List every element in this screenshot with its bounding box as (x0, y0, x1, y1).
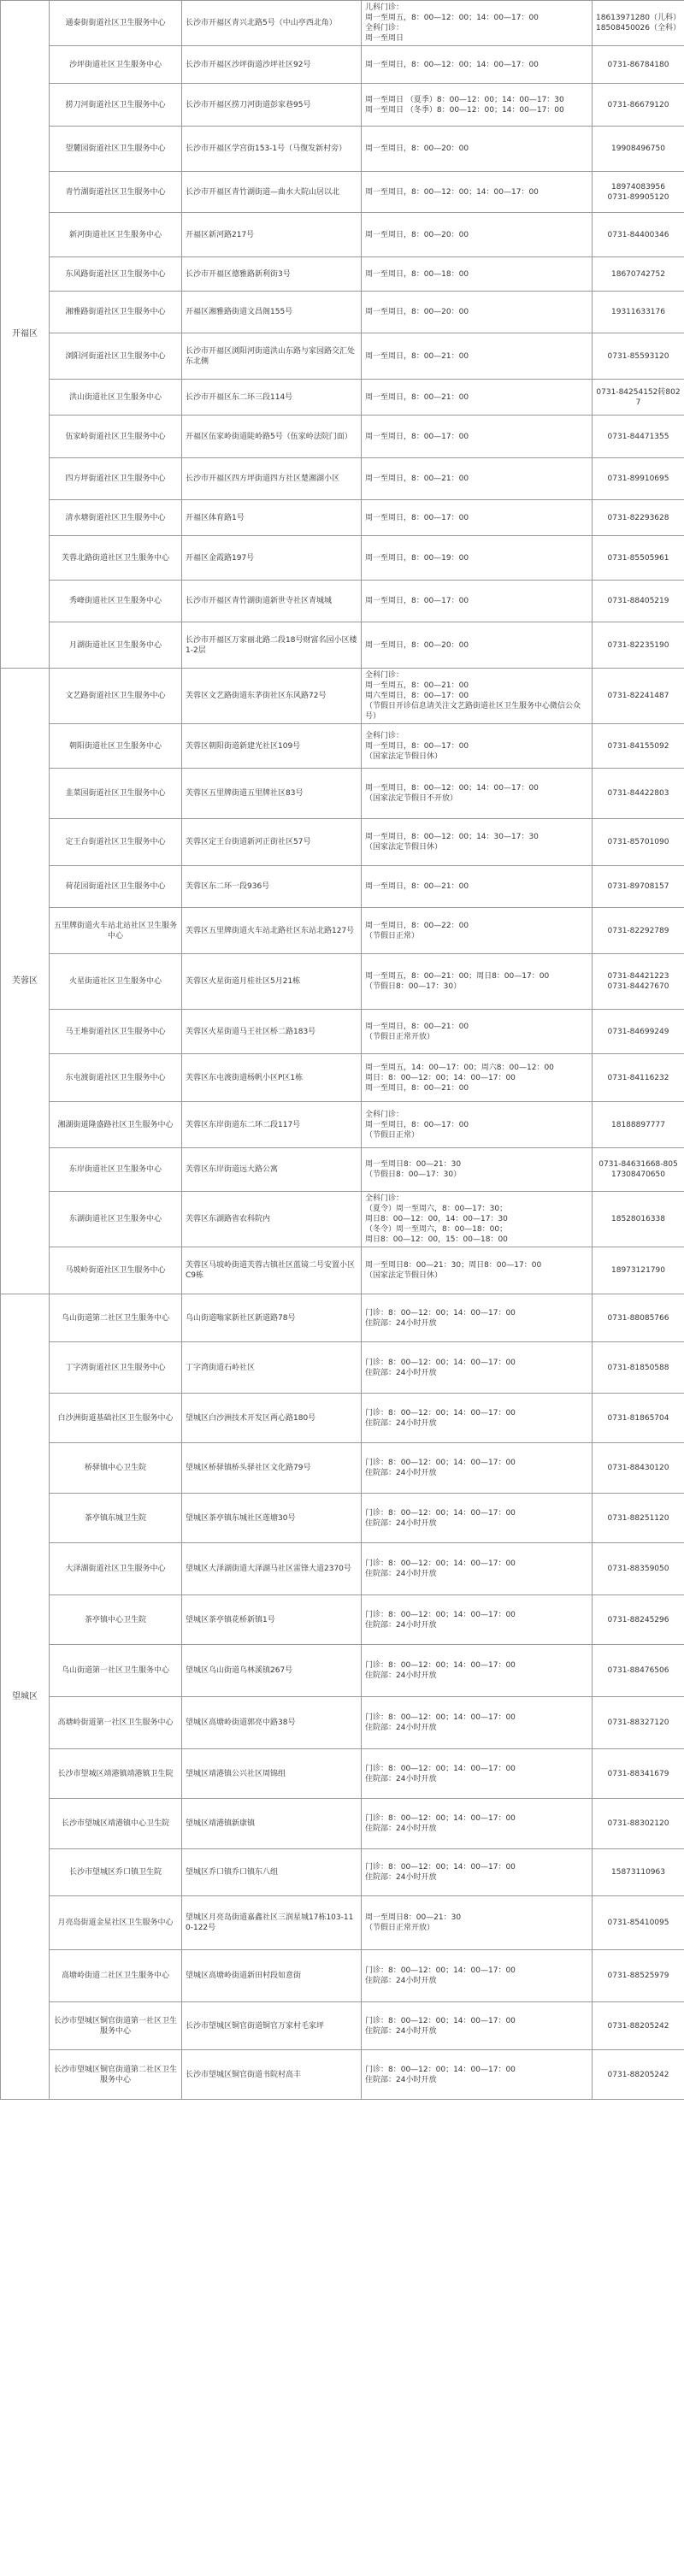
name-cell: 东屯渡街道社区卫生服务中心 (50, 1054, 182, 1102)
hours-cell: 周一至周五，8：00—21：00；周日8：00—17：00 （节假日8：00—17：30） (362, 954, 593, 1010)
hours-cell: 门诊：8：00—12：00；14：00—17：00 住院部：24小时开放 (362, 1749, 593, 1799)
address-cell: 芙蓉区定王台街道新河正街社区57号 (182, 819, 362, 866)
name-cell: 五里牌街道火车站北站社区卫生服务中心 (50, 908, 182, 954)
table-row (1, 1247, 684, 1294)
address-cell: 芙蓉区马坡岭街道芙蓉古镇社区蓝镜二号安置小区C9栋 (182, 1247, 362, 1294)
hours-cell: 门诊：8：00—12：00；14：00—17：00 住院部：24小时开放 (362, 1697, 593, 1749)
phone-cell: 0731-82292789 (593, 908, 684, 954)
name-cell: 朝阳街道社区卫生服务中心 (50, 724, 182, 769)
hours-cell: 周一至周日，8：00—20：00 (362, 292, 593, 333)
table-row (1, 333, 684, 380)
hours-cell: 周一至周日，8：00—21：00 (362, 458, 593, 500)
hours-cell: 周一至周日，8：00—17：00 (362, 581, 593, 622)
hours-cell: 门诊：8：00—12：00；14：00—17：00 住院部：24小时开放 (362, 1849, 593, 1896)
address-cell: 望城区靖港镇公兴社区周锦组 (182, 1749, 362, 1799)
name-cell: 荷花园街道社区卫生服务中心 (50, 866, 182, 908)
address-cell: 长沙市望城区铜官街道书院村高丰 (182, 2050, 362, 2100)
hours-cell: 全科门诊： 周一至周日，8：00—17：00 （国家法定节假日休） (362, 724, 593, 769)
hours-cell: 周一至周日，8：00—12：00；14：30—17：30 （国家法定节假日休） (362, 819, 593, 866)
address-cell: 芙蓉区东湖路省农科院内 (182, 1192, 362, 1247)
table-row (1, 127, 684, 172)
address-cell: 长沙市开福区德雅路新利街3号 (182, 257, 362, 292)
table-row (1, 1896, 684, 1950)
hours-cell: 儿科门诊： 周一至周五，8：00—12：00；14：00—17：00 全科门诊： 周一至周日 (362, 1, 593, 46)
phone-cell: 0731-88341679 (593, 1749, 684, 1799)
address-cell: 望城区乌山街道乌林溪镇267号 (182, 1645, 362, 1697)
hours-cell: 全科门诊： 周一至周五，8：00—21：00 周六至周日，8：00—17：00 （节假日开诊信息请关注文艺路街道社区卫生服务中心微信公众号） (362, 669, 593, 724)
table-row (1, 1849, 684, 1896)
table-row (1, 1054, 684, 1102)
table-row (1, 866, 684, 908)
address-cell: 望城区高塘岭街道郭亮中路38号 (182, 1697, 362, 1749)
hours-cell: 周一至周日，8：00—12：00；14：00—17：00 (362, 172, 593, 213)
name-cell: 定王台街道社区卫生服务中心 (50, 819, 182, 866)
name-cell: 东湖街道社区卫生服务中心 (50, 1192, 182, 1247)
address-cell: 长沙市开福区青兴北路5号（中山亭西北角） (182, 1, 362, 46)
name-cell: 新河街道社区卫生服务中心 (50, 213, 182, 257)
address-cell: 芙蓉区文艺路街道东茅街社区东风路72号 (182, 669, 362, 724)
hours-cell: 周一至周日，8：00—17：00 (362, 500, 593, 536)
hours-cell: 周一至周日，8：00—21：00 （节假日正常开放） (362, 1010, 593, 1054)
address-cell: 长沙市开福区捞刀河街道彭家巷95号 (182, 84, 362, 127)
hours-cell: 全科门诊： 周一至周日，8：00—17：00 （节假日正常） (362, 1102, 593, 1148)
address-cell: 丁字湾街道石岭社区 (182, 1342, 362, 1394)
name-cell: 月湖街道社区卫生服务中心 (50, 622, 182, 669)
address-cell: 芙蓉区火星街道月桂社区5月21栋 (182, 954, 362, 1010)
name-cell: 丁字湾街道社区卫生服务中心 (50, 1342, 182, 1394)
table-row (1, 819, 684, 866)
name-cell: 东岸街道社区卫生服务中心 (50, 1148, 182, 1192)
address-cell: 长沙市开福区浏阳河街道洪山东路与家园路交汇处东北侧 (182, 333, 362, 380)
table-row (1, 1294, 684, 1342)
name-cell: 沙坪街道社区卫生服务中心 (50, 46, 182, 84)
phone-cell: 0731-84254152转8027 (593, 380, 684, 416)
hours-cell: 周一至周日，8：00—12：00；14：00—17：00 (362, 46, 593, 84)
phone-cell: 0731-86784180 (593, 46, 684, 84)
phone-cell: 19908496750 (593, 127, 684, 172)
table-row (1, 1, 684, 46)
hours-cell: 门诊：8：00—12：00；14：00—17：00 住院部：24小时开放 (362, 1494, 593, 1543)
hours-cell: 周一至周日，8：00—20：00 (362, 127, 593, 172)
table-row (1, 1595, 684, 1645)
table-row (1, 954, 684, 1010)
hours-cell: 门诊：8：00—12：00；14：00—17：00 住院部：24小时开放 (362, 1294, 593, 1342)
address-cell: 长沙市望城区铜官街道铜官万家村毛家坪 (182, 2002, 362, 2050)
phone-cell: 0731-85593120 (593, 333, 684, 380)
phone-cell: 0731-88251120 (593, 1494, 684, 1543)
table-row (1, 1010, 684, 1054)
phone-cell: 0731-88476506 (593, 1645, 684, 1697)
hours-cell: 周一至周日，8：00—18：00 (362, 257, 593, 292)
table-row (1, 724, 684, 769)
address-cell: 开福区湘雅路街道文昌阁155号 (182, 292, 362, 333)
hours-cell: 周一至周日 （夏季）8：00—12：00；14：00—17：30 周一至周日 （冬季）8：00—12：00；14：00—17：00 (362, 84, 593, 127)
name-cell: 文艺路街道社区卫生服务中心 (50, 669, 182, 724)
address-cell: 芙蓉区东屯渡街道杨帆小区P区1栋 (182, 1054, 362, 1102)
hours-cell: 门诊：8：00—12：00；14：00—17：00 住院部：24小时开放 (362, 1595, 593, 1645)
hours-cell: 周一至周日8：00—21：30；周日8：00—17：00 （国家法定节假日休） (362, 1247, 593, 1294)
table-row (1, 1799, 684, 1849)
name-cell: 秀峰街道社区卫生服务中心 (50, 581, 182, 622)
name-cell: 马王堆街道社区卫生服务中心 (50, 1010, 182, 1054)
name-cell: 伍家岭街道社区卫生服务中心 (50, 416, 182, 458)
address-cell: 长沙市开福区沙坪街道沙坪社区92号 (182, 46, 362, 84)
hours-cell: 全科门诊： （夏令）周一至周六，8：00—17：30； 周日8：00—12：00，14：00—17：30 （冬令）周一至周六，8：00—18：00； 周日8：00—12：00，15：00—18：00 (362, 1192, 593, 1247)
phone-cell: 0731-84421223 0731-84427670 (593, 954, 684, 1010)
name-cell: 高塘岭街道第一社区卫生服务中心 (50, 1697, 182, 1749)
address-cell: 望城区高塘岭街道新田村段如意街 (182, 1950, 362, 2002)
address-cell: 望城区茶亭镇花桥新镇1号 (182, 1595, 362, 1645)
address-cell: 长沙市开福区青竹湖街道新世寺社区青城城 (182, 581, 362, 622)
table-row (1, 669, 684, 724)
name-cell: 火星街道社区卫生服务中心 (50, 954, 182, 1010)
address-cell: 芙蓉区五里牌街道火车站北路社区东站北路127号 (182, 908, 362, 954)
address-cell: 长沙市开福区学宫街153-1号（马復发新村旁） (182, 127, 362, 172)
table-row (1, 292, 684, 333)
name-cell: 湘雅路街道社区卫生服务中心 (50, 292, 182, 333)
name-cell: 湘湖街道隆盛路社区卫生服务中心 (50, 1102, 182, 1148)
hours-cell: 周一至周日，8：00—21：00 (362, 333, 593, 380)
address-cell: 芙蓉区火星街道马王社区桥二路183号 (182, 1010, 362, 1054)
address-cell: 长沙市开福区青竹湖街道—曲水大院山居以北 (182, 172, 362, 213)
name-cell: 韭菜园街道社区卫生服务中心 (50, 769, 182, 819)
phone-cell: 0731-84631668-805 17308470650 (593, 1148, 684, 1192)
name-cell: 东风路街道社区卫生服务中心 (50, 257, 182, 292)
hours-cell: 周一至周日，8：00—19：00 (362, 536, 593, 581)
table-row (1, 769, 684, 819)
table-row (1, 213, 684, 257)
phone-cell: 0731-89708157 (593, 866, 684, 908)
name-cell: 芙蓉北路街道社区卫生服务中心 (50, 536, 182, 581)
table-row (1, 1342, 684, 1394)
address-cell: 芙蓉区东岸街道东二环二段117号 (182, 1102, 362, 1148)
address-cell: 长沙市开福区东二环三段114号 (182, 380, 362, 416)
name-cell: 长沙市望城区靖港镇中心卫生院 (50, 1799, 182, 1849)
phone-cell: 0731-84400346 (593, 213, 684, 257)
phone-cell: 0731-81865704 (593, 1394, 684, 1443)
hours-cell: 门诊：8：00—12：00；14：00—17：00 住院部：24小时开放 (362, 1950, 593, 2002)
name-cell: 清水塘街道社区卫生服务中心 (50, 500, 182, 536)
table-row (1, 458, 684, 500)
phone-cell: 0731-88405219 (593, 581, 684, 622)
name-cell: 浏阳河街道社区卫生服务中心 (50, 333, 182, 380)
address-cell: 望城区月亮岛街道嘉鑫社区三润星城17栋103-110-122号 (182, 1896, 362, 1950)
hours-cell: 周一至周五，14：00—17：00；周六8：00—12：00 周日：8：00—12：00；14：00—17：00 周一至周日，8：00—21：00 (362, 1054, 593, 1102)
hours-cell: 周一至周日，8：00—20：00 (362, 622, 593, 669)
address-cell: 芙蓉区东二环一段936号 (182, 866, 362, 908)
phone-cell: 19311633176 (593, 292, 684, 333)
address-cell: 长沙市开福区万家丽北路二段18号财富名园小区楼1-2层 (182, 622, 362, 669)
name-cell: 高塘岭街道二社区卫生服务中心 (50, 1950, 182, 2002)
hours-cell: 周一至周日，8：00—17：00 (362, 416, 593, 458)
name-cell: 白沙洲街道基础社区卫生服务中心 (50, 1394, 182, 1443)
name-cell: 长沙市望城区靖港镇靖港镇卫生院 (50, 1749, 182, 1799)
name-cell: 长沙市望城区铜官街道第二社区卫生服务中心 (50, 2050, 182, 2100)
phone-cell: 0731-88245296 (593, 1595, 684, 1645)
phone-cell: 0731-84116232 (593, 1054, 684, 1102)
name-cell: 乌山街道第一社区卫生服务中心 (50, 1645, 182, 1697)
district-cell: 芙蓉区 (1, 669, 50, 1294)
phone-cell: 0731-82235190 (593, 622, 684, 669)
name-cell: 月亮岛街道金星社区卫生服务中心 (50, 1896, 182, 1950)
table-row (1, 2050, 684, 2100)
phone-cell: 15873110963 (593, 1849, 684, 1896)
table-row (1, 1192, 684, 1247)
hours-cell: 周一至周日，8：00—20：00 (362, 213, 593, 257)
phone-cell: 0731-82293628 (593, 500, 684, 536)
name-cell: 桥驿镇中心卫生院 (50, 1443, 182, 1494)
table-row (1, 1950, 684, 2002)
phone-cell: 18528016338 (593, 1192, 684, 1247)
table-row (1, 84, 684, 127)
table-row (1, 1543, 684, 1595)
hours-cell: 门诊：8：00—12：00；14：00—17：00 住院部：24小时开放 (362, 1443, 593, 1494)
phone-cell: 18188897777 (593, 1102, 684, 1148)
phone-cell: 0731-82241487 (593, 669, 684, 724)
name-cell: 大泽湖街道社区卫生服务中心 (50, 1543, 182, 1595)
clinic-table-body (1, 1, 684, 2100)
phone-cell: 0731-88085766 (593, 1294, 684, 1342)
phone-cell: 18973121790 (593, 1247, 684, 1294)
table-row (1, 1394, 684, 1443)
phone-cell: 0731-85701090 (593, 819, 684, 866)
address-cell: 长沙市开福区四方坪街道四方社区楚湘湖小区 (182, 458, 362, 500)
phone-cell: 18974083956 0731-89905120 (593, 172, 684, 213)
phone-cell: 0731-89910695 (593, 458, 684, 500)
table-row (1, 1443, 684, 1494)
phone-cell: 0731-88205242 (593, 2050, 684, 2100)
address-cell: 望城区白沙洲技术开发区两心路180号 (182, 1394, 362, 1443)
table-row (1, 1148, 684, 1192)
name-cell: 长沙市望城区乔口镇卫生院 (50, 1849, 182, 1896)
table-row (1, 380, 684, 416)
table-row (1, 581, 684, 622)
phone-cell: 0731-88205242 (593, 2002, 684, 2050)
table-row (1, 46, 684, 84)
table-row (1, 172, 684, 213)
table-row (1, 416, 684, 458)
hours-cell: 门诊：8：00—12：00；14：00—17：00 住院部：24小时开放 (362, 1394, 593, 1443)
hours-cell: 门诊：8：00—12：00；14：00—17：00 住院部：24小时开放 (362, 1543, 593, 1595)
hours-cell: 门诊：8：00—12：00；14：00—17：00 住院部：24小时开放 (362, 2002, 593, 2050)
table-row (1, 500, 684, 536)
district-cell: 开福区 (1, 1, 50, 669)
district-cell: 望城区 (1, 1294, 50, 2100)
address-cell: 望城区大泽湖街道大泽湖马社区雷锋大道2370号 (182, 1543, 362, 1595)
table-row (1, 622, 684, 669)
hours-cell: 门诊：8：00—12：00；14：00—17：00 住院部：24小时开放 (362, 1342, 593, 1394)
phone-cell: 0731-88525979 (593, 1950, 684, 2002)
address-cell: 芙蓉区朝阳街道新建光社区109号 (182, 724, 362, 769)
phone-cell: 0731-81850588 (593, 1342, 684, 1394)
hours-cell: 门诊：8：00—12：00；14：00—17：00 住院部：24小时开放 (362, 1799, 593, 1849)
phone-cell: 0731-84155092 (593, 724, 684, 769)
address-cell: 望城区靖港镇新康镇 (182, 1799, 362, 1849)
table-row (1, 1697, 684, 1749)
hours-cell: 周一至周日，8：00—12：00；14：00—17：00 （国家法定节假日不开放） (362, 769, 593, 819)
name-cell: 乌山街道第二社区卫生服务中心 (50, 1294, 182, 1342)
address-cell: 望城区桥驿镇桥头驿社区文化路79号 (182, 1443, 362, 1494)
hours-cell: 周一至周日，8：00—22：00 （节假日正常） (362, 908, 593, 954)
name-cell: 茶亭镇中心卫生院 (50, 1595, 182, 1645)
table-row (1, 536, 684, 581)
address-cell: 开福区金霞路197号 (182, 536, 362, 581)
phone-cell: 18613971280（儿科） 18508450026（全科） (593, 1, 684, 46)
phone-cell: 0731-88327120 (593, 1697, 684, 1749)
address-cell: 开福区伍家岭街道陡岭路5号（伍家岭法院门面） (182, 416, 362, 458)
phone-cell: 0731-86679120 (593, 84, 684, 127)
table-row (1, 2002, 684, 2050)
phone-cell: 0731-88359050 (593, 1543, 684, 1595)
phone-cell: 0731-84471355 (593, 416, 684, 458)
address-cell: 望城区乔口镇乔口镇东八组 (182, 1849, 362, 1896)
name-cell: 捞刀河街道社区卫生服务中心 (50, 84, 182, 127)
name-cell: 望麓园街道社区卫生服务中心 (50, 127, 182, 172)
name-cell: 洪山街道社区卫生服务中心 (50, 380, 182, 416)
phone-cell: 0731-85505961 (593, 536, 684, 581)
phone-cell: 0731-88302120 (593, 1799, 684, 1849)
hours-cell: 门诊：8：00—12：00；14：00—17：00 住院部：24小时开放 (362, 2050, 593, 2100)
table-row (1, 1102, 684, 1148)
address-cell: 开福区新河路217号 (182, 213, 362, 257)
table-row (1, 908, 684, 954)
phone-cell: 0731-85410095 (593, 1896, 684, 1950)
name-cell: 茶亭镇东城卫生院 (50, 1494, 182, 1543)
name-cell: 长沙市望城区铜官街道第一社区卫生服务中心 (50, 2002, 182, 2050)
name-cell: 四方坪街道社区卫生服务中心 (50, 458, 182, 500)
phone-cell: 0731-88430120 (593, 1443, 684, 1494)
address-cell: 乌山街道嗡家新社区新道路78号 (182, 1294, 362, 1342)
name-cell: 通泰街街道社区卫生服务中心 (50, 1, 182, 46)
phone-cell: 18670742752 (593, 257, 684, 292)
table-row (1, 257, 684, 292)
phone-cell: 0731-84699249 (593, 1010, 684, 1054)
hours-cell: 周一至周日，8：00—21：00 (362, 380, 593, 416)
hours-cell: 周一至周日8：00—21：30 （节假日正常开放） (362, 1896, 593, 1950)
table-row (1, 1749, 684, 1799)
hours-cell: 周一至周日，8：00—21：00 (362, 866, 593, 908)
table-row (1, 1645, 684, 1697)
table-row (1, 1494, 684, 1543)
address-cell: 芙蓉区东岸街道远大路公寓 (182, 1148, 362, 1192)
address-cell: 望城区茶亭镇东城社区莲塘30号 (182, 1494, 362, 1543)
address-cell: 芙蓉区五里牌街道五里牌社区83号 (182, 769, 362, 819)
name-cell: 青竹湖街道社区卫生服务中心 (50, 172, 182, 213)
hours-cell: 门诊：8：00—12：00；14：00—17：00 住院部：24小时开放 (362, 1645, 593, 1697)
name-cell: 马坡岭街道社区卫生服务中心 (50, 1247, 182, 1294)
hours-cell: 周一至周日8：00—21：30 （节假日8：00—17：30） (362, 1148, 593, 1192)
address-cell: 开福区体育路1号 (182, 500, 362, 536)
phone-cell: 0731-84422803 (593, 769, 684, 819)
